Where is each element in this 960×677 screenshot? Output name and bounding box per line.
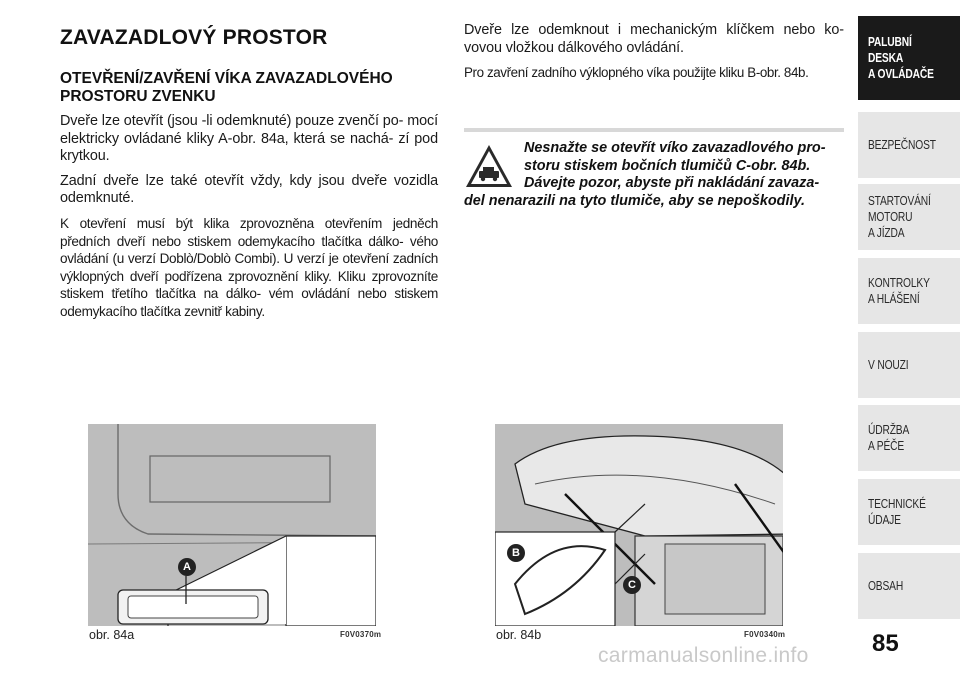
warning-triangle-icon <box>464 143 514 189</box>
figure-code: F0V0370m <box>340 630 382 639</box>
page-number: 85 <box>872 630 899 657</box>
figure-84b <box>495 424 783 626</box>
figure-code: F0V0340m <box>744 630 786 639</box>
figure-caption: obr. 84b <box>496 628 542 642</box>
chapter-sidebar <box>858 0 960 677</box>
divider-rule <box>464 128 844 132</box>
tab-palubni-deska[interactable] <box>858 16 960 100</box>
warning-text: Nesnažte se otevřít víko zavazadlového pro- storu stiskem bočních tlumičů C-obr. 84b. Dávejte pozor, abyste při nakládání zavaza- del nenarazili na tyto tlumiče, aby se nepoškodily. <box>464 140 826 209</box>
paragraph: Dveře lze otevřít (jsou -li odemknuté) pouze zvenčí po- mocí elektricky ovládané kliky A-obr. 84a, která se nachá- zí pod krytkou. <box>60 113 438 165</box>
figure-84a <box>88 424 376 626</box>
watermark: carmanualsonline.info <box>598 644 809 667</box>
tab-kontrolky[interactable] <box>858 258 960 324</box>
tab-label: TECHNICKÉ ÚDAJE <box>868 497 926 527</box>
tab-label: STARTOVÁNÍ MOTORU A JÍZDA <box>868 194 931 240</box>
paragraph: Zadní dveře lze také otevřít vždy, kdy jsou dveře vozidla odemknuté. <box>60 172 438 207</box>
right-column <box>464 22 844 89</box>
callout-b: B <box>507 544 525 562</box>
paragraph: Dveře lze odemknout i mechanickým klíčkem nebo ko- vovou vložkou dálkového ovládání. <box>464 22 844 56</box>
tab-label: ÚDRŽBA A PÉČE <box>868 423 910 453</box>
warning-box <box>464 140 842 210</box>
figure-84b-illustration <box>495 424 783 626</box>
tab-label: PALUBNÍ DESKA A OVLÁDAČE <box>868 35 934 81</box>
tab-startovani[interactable] <box>858 184 960 250</box>
tab-technicke-udaje[interactable] <box>858 479 960 545</box>
figure-84a-illustration <box>88 424 376 626</box>
tab-v-nouzi[interactable] <box>858 332 960 398</box>
tab-label: V NOUZI <box>868 358 909 372</box>
tab-bezpecnost[interactable] <box>858 112 960 178</box>
section-heading: ZAVAZADLOVÝ PROSTOR <box>60 26 328 49</box>
paragraph: Pro zavření zadního výklopného víka použijte kliku B-obr. 84b. <box>464 65 809 81</box>
callout-a: A <box>178 558 196 576</box>
tab-obsah[interactable] <box>858 553 960 619</box>
figure-caption: obr. 84a <box>89 628 135 642</box>
tab-udrzba[interactable] <box>858 405 960 471</box>
subsection-heading: OTEVŘENÍ/ZAVŘENÍ VÍKA ZAVAZADLOVÉHO PROSTORU ZVENKU <box>60 70 393 105</box>
tab-label: KONTROLKY A HLÁŠENÍ <box>868 276 930 306</box>
left-column <box>60 22 438 328</box>
paragraph: K otevření musí být klika zprovozněna otevřením jedněch předních dveří nebo stiskem odemykacího tlačítka dálko- vého ovládání (u verzí Doblò/Doblò Combi). U verzí je otevření zadních výklopných dveří podřízena zprovoznění kliky. Kliku zprovozníte stiskem třetího tlačítka na dálko- vém ovládání nebo stiskem odemykacího tlačítka zevnitř kabiny. <box>60 215 438 319</box>
tab-label: BEZPEČNOST <box>868 138 936 152</box>
tab-label: OBSAH <box>868 579 904 593</box>
callout-c: C <box>623 576 641 594</box>
